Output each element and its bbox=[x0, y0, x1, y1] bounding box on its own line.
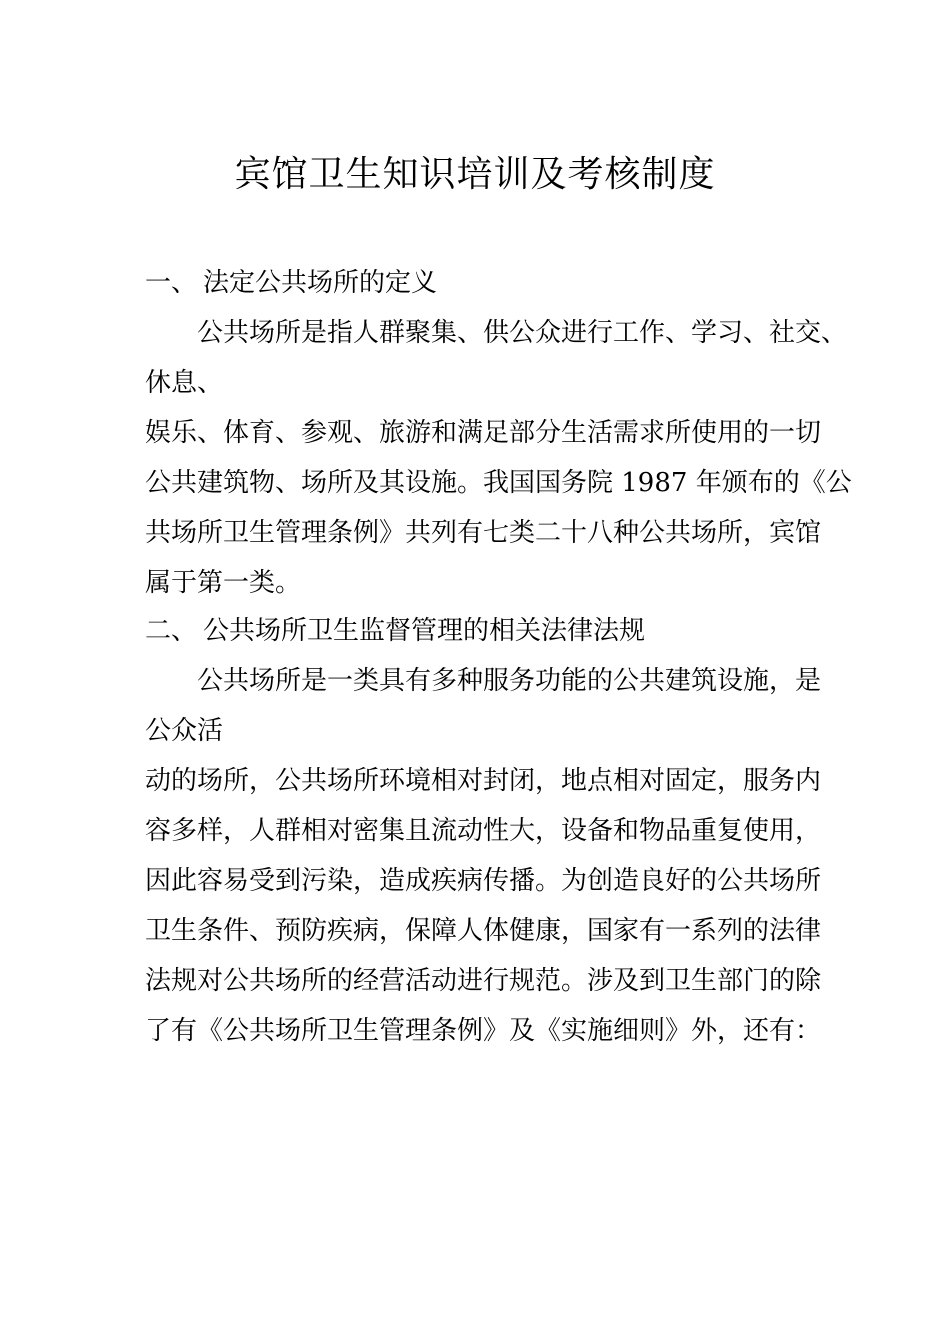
section-1-paragraph-line: 公共建筑物、场所及其设施。我国国务院 1987 年颁布的《公 bbox=[145, 468, 852, 498]
section-2-paragraph-line: 公共场所是一类具有多种服务功能的公共建筑设施，是 bbox=[197, 666, 822, 696]
section-2-heading-text: 公共场所卫生监督管理的相关法律法规 bbox=[203, 616, 646, 646]
section-2-paragraph-line: 了有《公共场所卫生管理条例》及《实施细则》外，还有： bbox=[145, 1016, 822, 1046]
section-1-heading-text: 法定公共场所的定义 bbox=[203, 268, 438, 298]
section-2-heading bbox=[145, 613, 645, 649]
section-2-paragraph-line: 容多样，人群相对密集且流动性大，设备和物品重复使用， bbox=[145, 816, 822, 846]
section-2-paragraph-line: 动的场所，公共场所环境相对封闭，地点相对固定，服务内 bbox=[145, 766, 822, 796]
section-2-number: 二、 bbox=[145, 616, 198, 646]
section-1-paragraph-line: 共场所卫生管理条例》共列有七类二十八种公共场所，宾馆 bbox=[145, 518, 822, 548]
section-1-heading bbox=[145, 265, 437, 301]
section-2-paragraph-line: 因此容易受到污染，造成疾病传播。为创造良好的公共场所 bbox=[145, 866, 822, 896]
section-1-paragraph-line: 娱乐、体育、参观、旅游和满足部分生活需求所使用的一切 bbox=[145, 418, 822, 448]
section-2-paragraph-line: 公众活 bbox=[145, 716, 224, 746]
section-1-paragraph-line: 属于第一类。 bbox=[145, 568, 302, 598]
section-1-number: 一、 bbox=[145, 268, 198, 298]
section-2-paragraph-line: 法规对公共场所的经营活动进行规范。涉及到卫生部门的除 bbox=[145, 966, 822, 996]
section-2-paragraph-line: 卫生条件、预防疾病，保障人体健康，国家有一系列的法律 bbox=[145, 916, 822, 946]
document-title: 宾馆卫生知识培训及考核制度 bbox=[234, 154, 716, 195]
section-1-paragraph-line: 公共场所是指人群聚集、供公众进行工作、学习、社交、 bbox=[197, 318, 848, 348]
section-1-paragraph-line: 休息、 bbox=[145, 368, 224, 398]
